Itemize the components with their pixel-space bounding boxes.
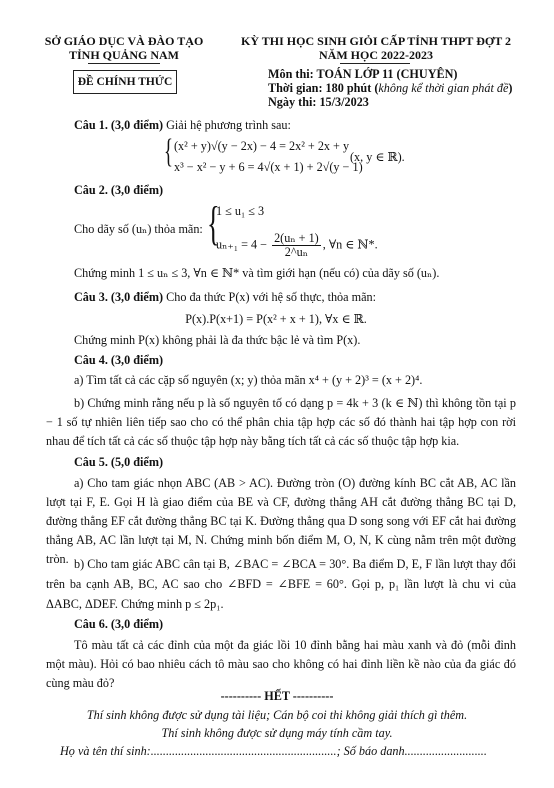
q4-part-b: b) Chứng minh rằng nếu p là số nguyên tố có dạng p = 4k + 3 (k ∈ ℕ) thì không tồn tại p − 1 số tự nhiên liên tiếp sao cho có thể phân chia tập hợp các số đó thành hai tập hợp con rời nhau để tích tất cả các số thuộc tập hợp này bằng tích tất cả các số thuộc tập hợp kia.	[46, 396, 516, 448]
q5-part-a: a) Cho tam giác nhọn ABC (AB > AC). Đường tròn (O) đường kính BC cắt AB, AC lần lượt tại F, E. Gọi H là giao điểm của BE và CF, đường thẳng AH cắt đường thẳng BC tại D, đường thẳng EF cắt đường thẳng BC tại K. Đường thẳng qua D song song với EF cắt hai đường thẳng AB, AC lần lượt tại M, N. Chứng minh bốn điểm M, O, N, K cùng nằm trên một đường tròn.	[46, 476, 516, 566]
q2-fraction-num: 2(uₙ + 1)	[274, 231, 319, 245]
question-1-text: Giải hệ phương trình sau:	[166, 118, 291, 132]
school-year: NĂM HỌC 2022-2023	[319, 48, 433, 62]
subject: Môn thi: TOÁN LỚP 11 (CHUYÊN)	[268, 67, 458, 81]
q1-equation-1: (x² + y)√(y − 2x) − 4 = 2x² + 2x + y	[174, 139, 350, 153]
q5-part-b: b) Cho tam giác ABC cân tại B, ∠BAC = ∠BCA = 30°. Ba điểm D, E, F lần lượt thay đổi trên ba cạnh AB, BC, AC sao cho ∠BFD = ∠BFE = 60°. Gọi p, p₁ lần lượt là chu vi của ΔABC, ΔDEF. Chứng minh p ≤ 2p₁.	[46, 557, 516, 611]
q2-fraction-den: 2^uₙ	[284, 245, 308, 259]
question-3	[74, 290, 376, 305]
question-1	[74, 118, 291, 133]
q6-text: Tô màu tất cả các đỉnh của một đa giác lồi 10 đỉnh bằng hai màu xanh và đỏ (mỗi đỉnh một màu). Hỏi có bao nhiêu cách tô màu sao cho không có hai đỉnh liền kề nào của đa giác đó cùng màu đỏ?	[46, 638, 516, 690]
q2-condition-2	[216, 232, 378, 259]
question-4-label: Câu 4. (3,0 điểm)	[74, 353, 164, 367]
time-note: không kể thời gian phát đề	[378, 81, 509, 95]
department-name: SỞ GIÁO DỤC VÀ ĐÀO TẠO	[44, 34, 204, 48]
question-1-label: Câu 1. (3,0 điểm)	[74, 118, 164, 132]
q2-fraction	[272, 232, 321, 259]
q3-prove: Chứng minh P(x) không phải là đa thức bậc lẻ và tìm P(x).	[74, 333, 361, 347]
system-brace: {	[164, 133, 173, 170]
header-underline-right	[340, 63, 410, 64]
q2-brace: {	[207, 197, 220, 250]
exam-duration	[268, 81, 512, 96]
q3-equation: P(x).P(x+1) = P(x² + x + 1), ∀x ∈ ℝ.	[185, 312, 367, 326]
q2-intro: Cho dãy số (uₙ) thỏa mãn:	[74, 222, 203, 236]
end-marker: ---------- HẾT ----------	[220, 689, 334, 703]
q1-equation-2: x³ − x² − y + 6 = 4√(x + 1) + 2√(y − 1)	[174, 160, 363, 174]
footer-note-1: Thí sinh không được sử dụng tài liệu; Cán bộ coi thi không giải thích gì thêm.	[86, 708, 468, 722]
footer-note-2: Thí sinh không được sử dụng máy tính cầm tay.	[161, 726, 393, 740]
q2-condition-1: 1 ≤ u₁ ≤ 3	[216, 204, 265, 218]
question-5-label: Câu 5. (5,0 điểm)	[74, 455, 164, 469]
question-6-label: Câu 6. (3,0 điểm)	[74, 617, 164, 631]
q1-domain: (x, y ∈ ℝ).	[350, 150, 405, 164]
header-underline-left	[88, 63, 160, 64]
candidate-name-field: Họ và tên thí sinh:.............................................................; Số báo danh...........................	[60, 744, 487, 758]
question-3-label: Câu 3. (3,0 điểm)	[74, 290, 164, 304]
exam-title: KỲ THI HỌC SINH GIỎI CẤP TỈNH THPT ĐỢT 2	[241, 34, 511, 48]
question-2-label: Câu 2. (3,0 điểm)	[74, 183, 164, 197]
time-prefix: Thời gian: 180 phút (	[268, 81, 379, 95]
q2-prove: Chứng minh 1 ≤ uₙ ≤ 3, ∀n ∈ ℕ* và tìm giới hạn (nếu có) của dãy số (uₙ).	[74, 266, 440, 280]
exam-date: Ngày thi: 15/3/2023	[268, 95, 369, 109]
q2-cond2-lhs: uₙ₊₁ = 4 −	[216, 237, 268, 252]
q4-part-a: a) Tìm tất cả các cặp số nguyên (x; y) thỏa mãn x⁴ + (y + 2)³ = (x + 2)⁴.	[74, 373, 423, 387]
q2-cond2-rhs: , ∀n ∈ ℕ*.	[322, 237, 378, 252]
province-name: TỈNH QUẢNG NAM	[69, 48, 179, 62]
time-suffix: )	[508, 81, 513, 95]
official-box: ĐỀ CHÍNH THỨC	[73, 70, 177, 94]
question-3-text: Cho đa thức P(x) với hệ số thực, thỏa mãn:	[166, 290, 376, 304]
